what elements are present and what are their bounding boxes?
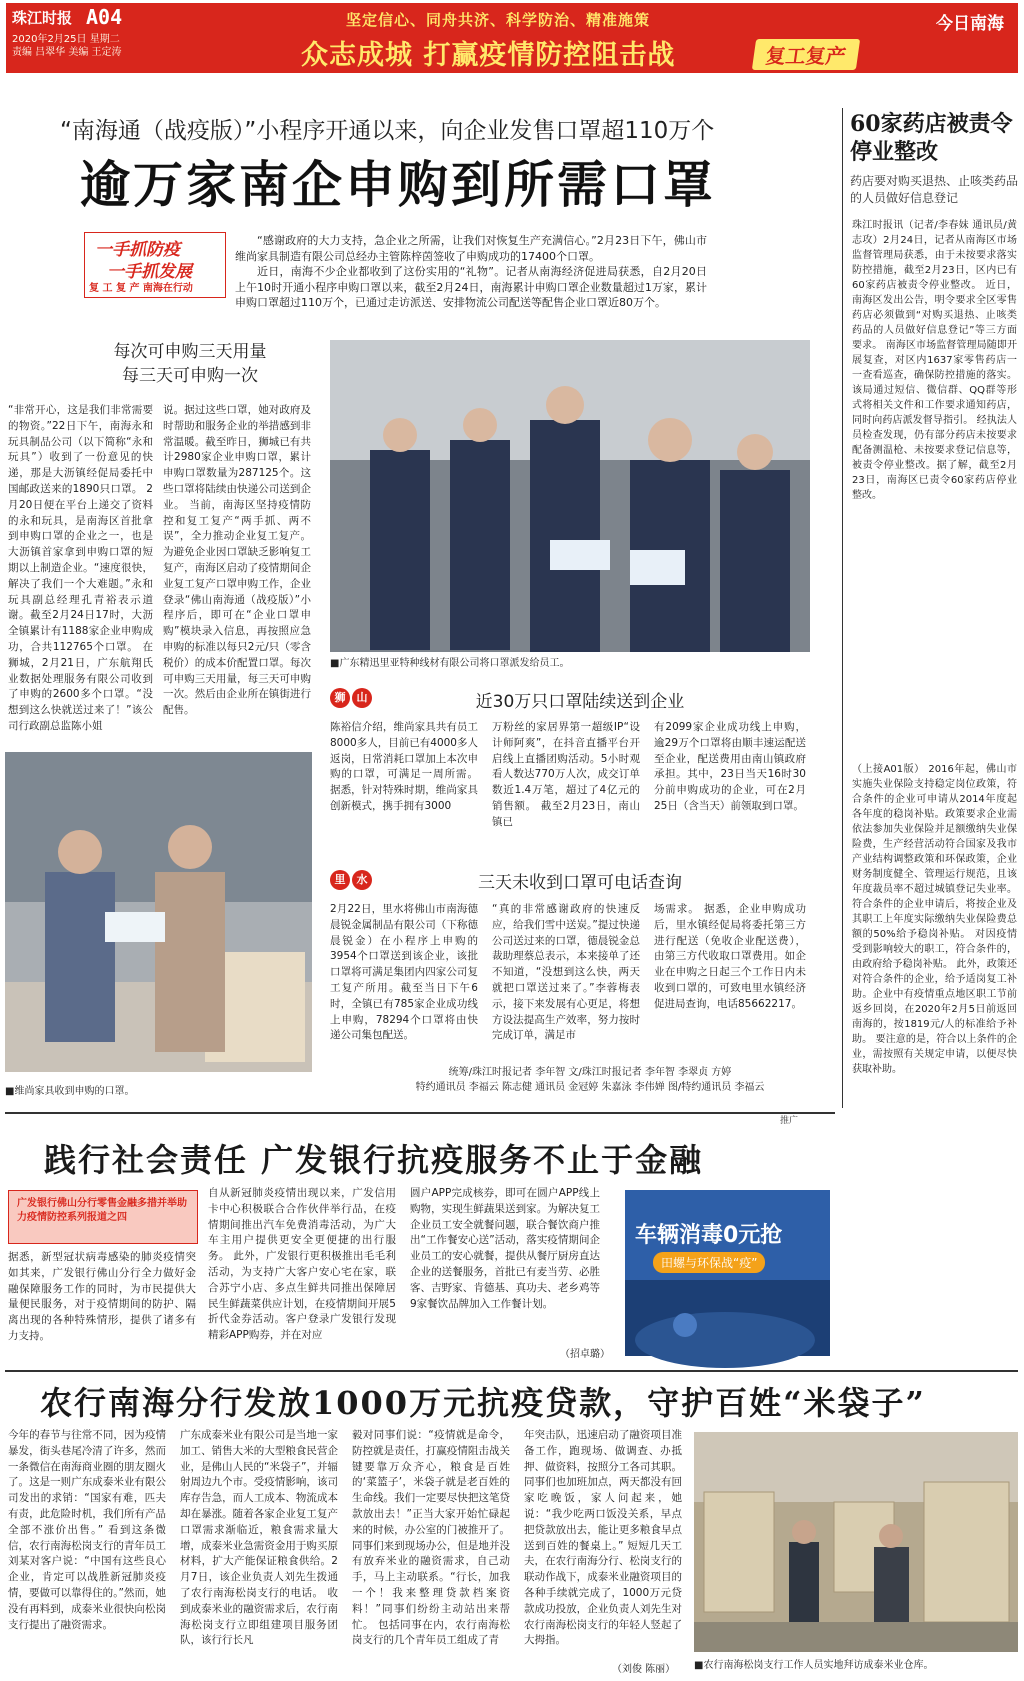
byline-2: 特约通讯员 李福云 陈志健 通讯员 金冠婷 朱嘉泳 李伟婵 图/特约通讯员 李福云 bbox=[415, 1082, 765, 1093]
bottom-column2: 广东成泰米业有限公司是当地一家加工、销售大米的大型粮食民营企业，是佛山人民的“米袋子”，并辐射周边九个市。受疫情影响，该司库存告急，而人工成本、物流成本却在暴涨。随着各家企业复工复产口罩需求渐临近，粮食需求量大增，成泰米业急需资金用于购买原材料，扩大产能保证粮食供给。2月7日，该企业负责人刘先生拨通了农行南海松岗支行的电话。 收到成泰米业的融资需求后，农行南海松岗支行立即组建项目服务团队，该行行长凡 bbox=[180, 1429, 338, 1647]
delivery-photo-caption: ■维尚家具收到申购的口罩。 bbox=[5, 1086, 135, 1097]
warehouse-photo-caption: ■农行南海松岗支行工作人员实地拜访成泰米业仓库。 bbox=[694, 1660, 934, 1671]
ad-column3: 圆户APP完成核券，即可在圆户APP线上购物，实现生鲜蔬果送到家。为解决复工企业员工安全就餐问题，联合餐饮商户推出“工作餐安心送”活动，落实疫情期间企业员工的安心就餐，提供从餐厅厨房直达企业的送餐服务，首批已有麦当劳、必胜客、吉野家、肯德基、真功夫、老乡鸡等9家餐饮品牌加入工作餐计划。 bbox=[410, 1187, 600, 1310]
sidebar-deck: 药店要对购买退热、止咳类药品的人员做好信息登记 bbox=[850, 174, 1019, 205]
lead-subheadline: “南海通（战疫版）”小程序开通以来，向企业发售口罩超110万个 bbox=[60, 118, 715, 144]
section2-column3: 有2099家企业成功线上申购，逾29万个口罩将由顺丰速运配送至企业，配送费用由南山镇政府承担。其中，23日当天16时30分前申购成功的企业，可在2月25日（含当天）前领取到口罩。 bbox=[654, 721, 806, 812]
section2-column1: 陈裕信介绍，维尚家具共有员工8000多人，目前已有4000多人返岗，日常消耗口罩加上本次申购的口罩，可满足一周所需。 据悉，针对特殊时期，维尚家具创新模式，携手拥有3000 bbox=[330, 721, 478, 812]
logo-line2: 一手抓发展 bbox=[107, 262, 192, 282]
bottom-top-rule bbox=[5, 1370, 1018, 1372]
section1-column1: “非常开心，这是我们非常需要的物资。”22日下午，南海永和玩具制品公司（以下简称“永和玩具”）收到了一份意见的快递，那是大沥镇经促局委托中国邮政送来的1890只口罩。 2月20日便在平台上递交了资料的永和玩具，是南海区首批拿到申购口罩的企业之一，也是大沥镇首家拿到申购口罩的短期以上制造企业。“速度很快，解决了我们一个大难题。”永和玩具副总经理孔青裕表示道谢。截至2月24日17时，大沥全镇累计有1188家企业申购成功，合共112765个口罩。 在狮城，2月21日，广东航翔氏业数据处理服务有限公司收到了申购的2600多个口罩。“没想到这么快就送过来了！”该公司行政副总监陈小姐 bbox=[8, 404, 153, 732]
slogan-tag: 复工复产 bbox=[752, 39, 860, 70]
workers-photo bbox=[330, 340, 810, 652]
ad-banner bbox=[8, 1190, 198, 1244]
delivery-photo bbox=[5, 752, 312, 1072]
sidebar-divider bbox=[842, 108, 843, 1108]
section1-column2: 说。据过这些口罩，她对政府及时帮助和服务企业的举措感到非常温暖。截至昨日，狮城已有共计2980家企业申购口罩，累计申购口罩数量为287125个。这些口罩将陆续由快递公司送到企业。 当前，南海区坚持疫情防控和复工复产“两手抓、两不误”，全力推动企业复工复产。为避免企业因口罩缺乏影响复工复产，南海区启动了疫情期间企业复工复产口罩申购工作，企业登录“佛山南海通（战疫版）”小程序后，即可在“企业口罩申购”模块录入信息，再按照应急申购的标准以每只2元/只（零含税价）的成本价配置口罩。每次可申购三天用量，每三天可申购一次。然后由企业所在镇街进行配售。 bbox=[163, 404, 311, 717]
sidebar-title: 60家药店被责令停业整改 bbox=[850, 111, 1013, 165]
paper-logo: 珠江时报 bbox=[12, 9, 73, 27]
section2-title: 近30万只口罩陆续送到企业 bbox=[475, 692, 685, 712]
bottom-column3: 毅对同事们说：“疫情就是命令，防控就是责任，打赢疫情阻击战关键要靠万众齐心，粮食是百姓的‘菜篮子’，米袋子就是老百姓的生命线。我们一定要尽快把这笔贷款放出去！”正当大家开始忙碌起来的时候，办公室的门被推开了。同事们来到现场办公，但是地并没有放弃米业的融资需求，自己动手，马上主动联系。“行长，加我一个！我来整理贷款档案资料！”同事们纷纷主动站出来帮忙。 包括同事在内，农行南海松岗支行的几个青年员工组成了青 bbox=[352, 1429, 510, 1647]
ad-column2: 自从新冠肺炎疫情出现以来，广发信用卡中心积极联合合作伙伴举行品，在疫情期间推出汽车免费消毒活动，为广大车主用户提供更安全更便捷的出行服务。 此外，广发银行更积极推出毛毛利活动，为支持广大客户安心宅在家，联合苏宁小店、多点生鲜共同推出保障居民生鲜蔬菜供应计划，在疫情期间开展5折代金券活动。客户登录广发银行发现精彩APP购券，并在对应 bbox=[208, 1187, 396, 1342]
masthead-banner bbox=[6, 3, 1018, 73]
date-line: 2020年2月25日 星期二 责编 吕翠华 美编 王定涛 bbox=[12, 34, 122, 58]
ad-promo-image bbox=[625, 1190, 830, 1356]
workers-photo-caption: ■广东精迅里亚特种线材有限公司将口罩派发给员工。 bbox=[330, 658, 570, 669]
bottom-column1: 今年的春节与往常不同，因为疫情暴发，街头巷尾冷清了许多，然而一条微信在南海商业圈的朋友圈火了。这是一则广东成泰米业有限公司发出的求销：“国家有难，匹夫有责，此危险时机，我们所有产品全部不涨价出售。” 看到这条微信，农行南海松岗支行的青年员工刘某对客户说：“中国有这些良心企业，肯定可以战胜新冠肺炎疫情，要做可以靠得住的。”然而，她没有再料到，成泰米业很快向松岗支行提出了融资需求。 bbox=[8, 1429, 166, 1631]
campaign-logo bbox=[84, 232, 226, 298]
lead-paragraph: “感谢政府的大力支持，急企业之所需，让我们对恢复生产充满信心。”2月23日下午，佛山市维尚家具制造有限公司总经办主管陈梓茵签收了申购成功的17400个口罩。 近日，南海不少企业都收到了这份实用的“礼物”。记者从南海经济促进局获悉，自2月20日上午10时开通小程序申购口罩以来，截至2月24日，南海累计申购口罩企业数量超过1万家，累计申购口罩超过110万个，已通过走访派送、安排物流公司配送等配售企业口罩近80万个。 bbox=[235, 234, 707, 309]
ad-top-rule bbox=[5, 1112, 835, 1114]
ad-label: 推广 bbox=[780, 1116, 799, 1126]
bottom-column4: 年突击队，迅速启动了融资项目准备工作，跑现场、做调查、办抵押、做资料，按照分工各司其职。同事们也加班加点，两天都没有回家吃晚饭，家人问起来，她说：“我少吃两口饭没关系，早点把贷款放出去，能让更多粮食早点送到百姓的餐桌上。” 短短几天工夫，在农行南海分行、松岗支行的联动作战下，成泰米业融资项目的各种手续就完成了，1000万元贷款成功投放，企业负责人刘先生对农行南海松岗支行的年轻人竖起了大拇指。 bbox=[524, 1429, 682, 1647]
ad-promo-sub: 田螺与环保战“疫” bbox=[653, 1252, 765, 1273]
section2-column2: 万粉丝的家居界第一超级IP“设计师阿爽”，在抖音直播平台开启线上直播团购活动。5小时观看人数达770万人次，成交订单数近1.4万笔，超过了4亿元的销售额。 截至2月23日，南山镇已 bbox=[492, 721, 640, 828]
ad-banner-text: 广发银行佛山分行零售金融多措并举助力疫情防控系列报道之四 bbox=[17, 1198, 187, 1223]
section3-title: 三天未收到口罩可电话查询 bbox=[478, 873, 682, 893]
byline-1: 统筹/珠江时报记者 李年智 文/珠江时报记者 李年智 李翠贞 方婷 bbox=[448, 1067, 732, 1078]
section3-column1: 2月22日，里水将佛山市南海德晨锐金属制品有限公司（下称德晨锐金）在小程序上申购的3954个口罩送到该企业，该批口罩将可满足集团内四家公司复工复产所用。截至当日下午6时，全镇已有785家企业成功线上申购，78294个口罩将由快递公司集包配送。 bbox=[330, 903, 478, 1042]
bottom-signature: （刘俊 陈丽） bbox=[612, 1664, 676, 1675]
section3-badge: 里 水 bbox=[330, 868, 374, 890]
section3-column3: 场需求。 据悉，企业申购成功后，里水镇经促局将委托第三方进行配送（免收企业配送费），由第三方代收取口罩费用。如企业在申购之日起三个工作日内未收到口罩的，可致电里水镇经济促进局查询，电话85662217。 bbox=[654, 903, 806, 1010]
ad-signature: （招卓璐） bbox=[560, 1349, 610, 1360]
ad-headline: 践行社会责任 广发银行抗疫服务不止于金融 bbox=[44, 1141, 704, 1179]
sidebar-story: 珠江时报讯（记者/李春妹 通讯员/黄志攻）2月24日，记者从南海区市场监督管理局获悉，由于未按要求落实防控措施，截至2月23日，区内已有60家药店被责令停业整改。 近日，南海区发出公告，明令要求全区零售药店必须做到“对购买退热、止咳类药品的人员做好信息登记”等三方面要求。 南海区市场监督管理局随即开展复查，对区内1637家零售药店一一查看巡查，确保防控措施的落实。该局通过短信、微信群、QQ群等形式将相关文件和工作要求通知药店，同时向药店派发督导指引。 经执法人员检查发现，仍有部分药店未按要求配备测温枪、未按要求登记信息等，被责令停业整改。据了解，截至2月23日，南海区已责令60家药店停业整改。 bbox=[852, 220, 1017, 501]
section1-title: 每次可申购三天用量 每三天可申购一次 bbox=[113, 342, 267, 386]
warehouse-photo bbox=[694, 1432, 1018, 1652]
sidebar-story-continued: （上接A01版） 2016年起，佛山市实施失业保险支持稳定岗位政策，符合条件的企业可申请从2014年度起各年度的稳岗补贴。政策要求企业需依法参加失业保险并足额缴纳失业保险费，生产经营活动符合国家及我市产业结构调整政策和环保政策，企业财务制度健全、管理运行规范，且该年度裁员率不超过城镇登记失业率。符合条件的企业申请后，将按企业及其职工上年度实际缴纳失业保险费总额的50%给予稳岗补贴。 对因疫情受到影响较大的职工，符合条件的，由政府给予稳岗补贴。 此外，政策还对符合条件的企业，给予适岗复工补助。企业中有疫情重点地区职工节前返乡回岗，在2020年2月5日前返回南海的，按1819元/人的标准给予补助。 要注意的是，符合以上条件的企业，需按照有关规定申请，以便尽快获取补助。 bbox=[852, 764, 1017, 1075]
ad-column1: 据悉，新型冠状病毒感染的肺炎疫情突如其来，广发银行佛山分行全力做好金融保障服务工作的同时，为市民提供大量便民服务，对于疫情期间的防护、隔离出现的各种特殊情形，提供了诸多有力支持。 bbox=[8, 1251, 196, 1342]
slogan-main: 众志成城 打赢疫情防控阻击战 bbox=[301, 40, 676, 71]
section-name: 今日南海 bbox=[936, 14, 1004, 34]
page-number: A04 bbox=[86, 5, 123, 29]
lead-headline: 逾万家南企申购到所需口罩 bbox=[80, 155, 716, 214]
ad-promo-title: 车辆消毒0元抢 bbox=[635, 1223, 783, 1248]
slogan-top: 坚定信心、同舟共济、科学防治、精准施策 bbox=[346, 11, 651, 29]
logo-line3: 复 工 复 产 南海在行动 bbox=[89, 283, 193, 294]
section2-badge: 狮 山 bbox=[330, 686, 374, 708]
logo-line1: 一手抓防疫 bbox=[95, 240, 180, 260]
section3-column2: “真的非常感谢政府的快速反应，给我们雪中送炭。”提过快递公司送过来的口罩，德晨锐金总裁助理蔡总表示，本来接单了还不知道，“没想到这么快，两天就把口罩送过来了。”李蓉梅表示，接下来发展有心更足，将想方设法提高生产效率，努力按时完成订单，满足市 bbox=[492, 903, 640, 1042]
bottom-headline: 农行南海分行发放1000万元抗疫贷款，守护百姓“米袋子” bbox=[40, 1384, 926, 1422]
